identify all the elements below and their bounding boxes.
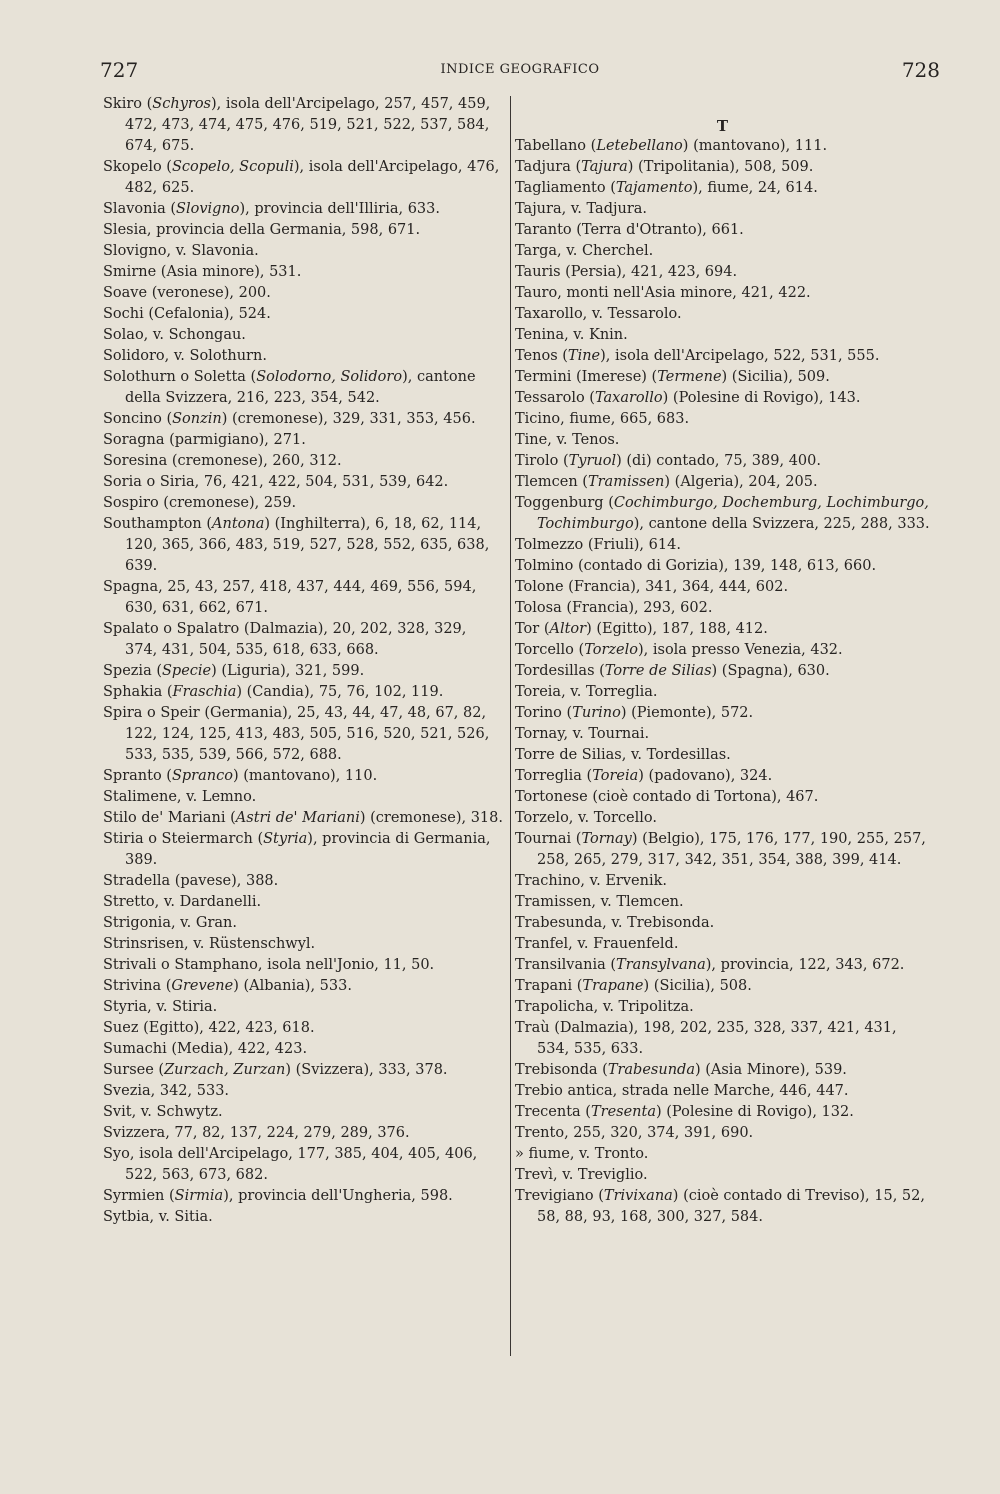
entry-text: ) (Sicilia), 508. [643,978,752,994]
index-entry [103,997,503,1018]
index-entry [515,556,930,577]
entry-text: Svezia, 342, 533. [103,1083,230,1099]
entry-text: Skiro ( [103,96,153,112]
index-entry [515,1018,930,1060]
entry-variant-name: Slovigno [176,201,240,217]
entry-text: Trebio antica, strada nelle Marche, 446, 447. [515,1083,849,1099]
index-entry [103,787,503,808]
entry-text: ), isola presso Venezia, 432. [637,642,843,658]
index-entry [515,304,930,325]
entry-text: ), isola dell'Arcipelago, 257, 457, 459, 472, 473, 474, 475, 476, 519, 521, 522, 537, 584, 674, 675. [125,96,491,154]
index-entry [103,1144,503,1186]
entry-text: Strigonia, v. Gran. [103,915,237,931]
entry-variant-name: Trivixana [603,1188,673,1204]
index-entry [103,766,503,787]
index-entry [103,955,503,976]
left-index-column [103,94,503,1228]
entry-text: Soria o Siria, 76, 421, 422, 504, 531, 539, 642. [103,474,449,490]
index-entry [515,1102,930,1123]
index-entry [515,808,930,829]
index-entry [103,199,503,220]
entry-variant-name: Letebellano [596,138,683,154]
entry-text: Tornay, v. Tournai. [515,726,650,742]
entry-variant-name: Torre de Silias [604,663,712,679]
index-entry [103,409,503,430]
entry-text: ) (Egitto), 187, 188, 412. [586,621,768,637]
index-entry [103,367,503,409]
index-entry [103,892,503,913]
index-entry [103,157,503,199]
entry-text: Torre de Silias, v. Tordesillas. [515,747,731,763]
index-entry [515,997,930,1018]
index-entry [103,472,503,493]
entry-text: Solidoro, v. Solothurn. [103,348,267,364]
index-entry [515,346,930,367]
index-entry [103,430,503,451]
entry-text: Slovigno, v. Slavonia. [103,243,259,259]
entry-variant-name: Tramissen [587,474,665,490]
index-entry [515,787,930,808]
entry-variant-name: Termene [657,369,722,385]
index-entry [515,955,930,976]
entry-text: ), provincia di Germania, 389. [125,831,491,868]
entry-text: Sytbia, v. Sitia. [103,1209,213,1225]
entry-text: Spira o Speir (Germania), 25, 43, 44, 47, 48, 67, 82, 122, 124, 125, 413, 483, 505, 516, 520, 521, 526, 533, 535, 539, 566, 572, 688. [103,705,490,763]
entry-text: Svit, v. Schwytz. [103,1104,223,1120]
entry-text: Tenina, v. Knin. [515,327,628,343]
entry-variant-name: Spranco [171,768,233,784]
entry-text: Solao, v. Schongau. [103,327,246,343]
entry-text: ), isola dell'Arcipelago, 476, 482, 625. [125,159,500,196]
entry-text: Tolosa (Francia), 293, 602. [515,600,713,616]
entry-variant-name: Cochimburgo, Dochemburg, Lochimburgo, Tochimburgo [537,495,929,532]
entry-text: Trapani ( [515,978,583,994]
entry-variant-name: Scopelo, Scopuli [171,159,294,175]
entry-text: Soave (veronese), 200. [103,285,271,301]
index-entry [515,829,930,871]
entry-text: Sospiro (cremonese), 259. [103,495,297,511]
page-header [100,58,940,84]
entry-text: ) (mantovano), 110. [232,768,378,784]
entry-text: Spezia ( [103,663,162,679]
entry-variant-name: Trapane [582,978,644,994]
index-entry [103,262,503,283]
index-entry [103,934,503,955]
entry-text: Stretto, v. Dardanelli. [103,894,262,910]
entry-text: Soragna (parmigiano), 271. [103,432,306,448]
index-entry [515,598,930,619]
entry-text: ), cantone della Svizzera, 225, 288, 333. [633,516,930,532]
entry-text: Svizzera, 77, 82, 137, 224, 279, 289, 376. [103,1125,410,1141]
index-entry [515,976,930,997]
entry-text: ) (Albania), 533. [233,978,352,994]
index-entry [103,451,503,472]
entry-text: Styria, v. Stiria. [103,999,218,1015]
entry-text: Tolmino (contado di Gorizia), 139, 148, 613, 660. [515,558,877,574]
entry-text: Taxarollo, v. Tessarolo. [515,306,682,322]
index-entry [515,367,930,388]
entry-text: Soncino ( [103,411,173,427]
index-entry [103,241,503,262]
index-entry [103,220,503,241]
index-entry [103,1186,503,1207]
entry-text: Trevigiano ( [515,1188,604,1204]
entry-text: ), provincia dell'Ungheria, 598. [223,1188,453,1204]
section-letter: T [716,117,729,135]
index-entry [103,1018,503,1039]
entry-text: Tessarolo ( [515,390,595,406]
column-divider [510,96,511,1356]
entry-variant-name: Astri de' Mariani [235,810,360,826]
index-entry [515,871,930,892]
index-entry [515,451,930,472]
index-entry [515,1081,930,1102]
entry-text: Trabesunda, v. Trebisonda. [515,915,715,931]
index-entry [515,1060,930,1081]
entry-text: Torzelo, v. Torcello. [515,810,657,826]
index-entry [515,199,930,220]
index-entry [515,136,930,157]
entry-text: Southampton ( [103,516,213,532]
index-entry [515,577,930,598]
entry-text: Tolmezzo (Friuli), 614. [515,537,681,553]
entry-text: ) (Svizzera), 333, 378. [285,1062,448,1078]
entry-text: Spalato o Spalatro (Dalmazia), 20, 202, 328, 329, 374, 431, 504, 535, 618, 633, 668. [103,621,467,658]
index-entry [515,1123,930,1144]
index-entry [515,535,930,556]
index-entry [515,619,930,640]
entry-text: ) (Asia Minore), 539. [694,1062,847,1078]
entry-text: Traù (Dalmazia), 198, 202, 235, 328, 337, 421, 431, 534, 535, 633. [515,1020,897,1057]
index-entry [515,934,930,955]
index-entry [103,913,503,934]
entry-variant-name: Tyruol [568,453,617,469]
entry-text: ) (di) contado, 75, 389, 400. [616,453,821,469]
entry-text: ) (Inghilterra), 6, 18, 62, 114, 120, 365, 366, 483, 519, 527, 528, 552, 635, 638, 639. [125,516,490,574]
index-entry [515,682,930,703]
entry-text: Tlemcen ( [515,474,588,490]
entry-text: Trecenta ( [515,1104,591,1120]
entry-text: Strinsrisen, v. Rüstenschwyl. [103,936,316,952]
entry-text: ) (cremonese), 329, 331, 353, 456. [221,411,476,427]
entry-text: ) (Piemonte), 572. [620,705,754,721]
index-entry [103,661,503,682]
index-entry [515,640,930,661]
entry-variant-name: Turino [572,705,621,721]
index-entry [515,178,930,199]
entry-text: Toggenburg ( [515,495,614,511]
index-entry [103,1039,503,1060]
entry-text: Tirolo ( [515,453,569,469]
entry-text: ) (cioè contado di Treviso), 15, 52, 58, 88, 93, 168, 300, 327, 584. [537,1188,925,1225]
entry-text: Torreglia ( [515,768,593,784]
entry-text: Tordesillas ( [515,663,605,679]
entry-variant-name: Tornay [581,831,632,847]
entry-variant-name: Taxarollo [594,390,663,406]
entry-text: Solothurn o Soletta ( [103,369,257,385]
entry-text: Tolone (Francia), 341, 364, 444, 602. [515,579,789,595]
entry-text: ) (Candia), 75, 76, 102, 119. [236,684,444,700]
entry-text: Spranto ( [103,768,172,784]
entry-text: ) (cremonese), 318. [359,810,503,826]
entry-text: Taranto (Terra d'Otranto), 661. [515,222,744,238]
entry-variant-name: Tresenta [590,1104,656,1120]
entry-variant-name: Specie [161,663,212,679]
entry-text: ) (Liguria), 321, 599. [211,663,365,679]
entry-text: Tagliamento ( [515,180,616,196]
entry-variant-name: Solodorno, Solidoro [256,369,403,385]
entry-text: ) (Belgio), 175, 176, 177, 190, 255, 257, 258, 265, 279, 317, 342, 351, 354, 388, 399, 414. [537,831,926,868]
entry-text: Suez (Egitto), 422, 423, 618. [103,1020,315,1036]
entry-text: Trebisonda ( [515,1062,608,1078]
entry-text: ), provincia dell'Illiria, 633. [239,201,440,217]
entry-text: Tournai ( [515,831,582,847]
index-entry [103,1102,503,1123]
entry-variant-name: Transylvana [616,957,706,973]
entry-variant-name: Trabesunda [607,1062,695,1078]
entry-text: Transilvania ( [515,957,617,973]
index-entry [103,808,503,829]
entry-variant-name: Antona [212,516,265,532]
index-entry [515,913,930,934]
entry-variant-name: Tine [567,348,601,364]
entry-text: Spagna, 25, 43, 257, 418, 437, 444, 469, 556, 594, 630, 631, 662, 671. [103,579,477,616]
entry-text: ), isola dell'Arcipelago, 522, 531, 555. [600,348,880,364]
entry-text: Stiria o Steiermarch ( [103,831,264,847]
index-entry [515,703,930,724]
entry-text: ) (Algeria), 204, 205. [664,474,818,490]
entry-text: Trento, 255, 320, 374, 391, 690. [515,1125,754,1141]
entry-text: Soresina (cremonese), 260, 312. [103,453,342,469]
index-entry [515,388,930,409]
index-entry [103,346,503,367]
index-entry [515,1144,930,1165]
entry-text: Slavonia ( [103,201,177,217]
right-page-number: 728 [901,58,940,82]
entry-text: Tenos ( [515,348,568,364]
entry-text: ) (mantovano), 111. [682,138,828,154]
index-entry [515,472,930,493]
entry-variant-name: Styria [263,831,308,847]
entry-text: Sphakia ( [103,684,173,700]
entry-text: Trevì, v. Treviglio. [515,1167,648,1183]
index-entry [103,1060,503,1081]
index-entry [515,1186,930,1228]
entry-text: Tine, v. Tenos. [515,432,620,448]
entry-text: Tranfel, v. Frauenfeld. [515,936,679,952]
index-entry [103,514,503,577]
entry-text: ) (Spagna), 630. [711,663,830,679]
index-entry [103,1123,503,1144]
index-entry [103,976,503,997]
entry-text: Skopelo ( [103,159,172,175]
entry-text: ), fiume, 24, 614. [692,180,818,196]
entry-text: Tadjura ( [515,159,582,175]
entry-variant-name: Grevene [171,978,234,994]
index-entry [103,829,503,871]
entry-text: Syrmien ( [103,1188,175,1204]
index-entry [515,1165,930,1186]
left-page-number: 727 [100,58,139,82]
index-entry [515,220,930,241]
index-entry [103,619,503,661]
entry-variant-name: Altor [549,621,587,637]
entry-text: Ticino, fiume, 665, 683. [515,411,690,427]
index-entry [515,661,930,682]
entry-text: Tor ( [515,621,550,637]
entry-variant-name: Zurzach, Zurzan [164,1062,286,1078]
index-entry [103,493,503,514]
index-entry [103,283,503,304]
entry-text: Stalimene, v. Lemno. [103,789,257,805]
entry-text: Torcello ( [515,642,585,658]
index-entry [515,262,930,283]
index-entry [515,745,930,766]
entry-variant-name: Tajura [581,159,628,175]
index-entry [103,871,503,892]
index-entry [103,577,503,619]
index-entry [103,94,503,157]
entry-text: Stilo de' Mariani ( [103,810,236,826]
entry-text: » fiume, v. Tronto. [515,1146,649,1162]
entry-text: Tramissen, v. Tlemcen. [515,894,684,910]
entry-variant-name: Fraschia [172,684,237,700]
index-entry [515,724,930,745]
index-entry [103,703,503,766]
index-entry [515,892,930,913]
entry-variant-name: Sirmia [174,1188,224,1204]
entry-text: ), cantone della Svizzera, 216, 223, 354, 542. [125,369,476,406]
entry-text: Termini (Imerese) ( [515,369,658,385]
right-index-column [515,94,930,1228]
index-entry [515,430,930,451]
entry-variant-name: Toreia [592,768,639,784]
index-entry [103,1207,503,1228]
index-entry [515,409,930,430]
entry-variant-name: Sonzin [172,411,222,427]
entry-text: Toreia, v. Torreglia. [515,684,658,700]
entry-text: ) (Polesine di Rovigo), 132. [656,1104,854,1120]
entry-text: Tauris (Persia), 421, 423, 694. [515,264,738,280]
index-entry [515,325,930,346]
entry-text: Tajura, v. Tadjura. [515,201,648,217]
entry-text: Tortonese (cioè contado di Tortona), 467. [515,789,819,805]
index-entry [103,1081,503,1102]
entry-text: Strivina ( [103,978,172,994]
entry-text: ) (Sicilia), 509. [721,369,830,385]
entry-text: ), provincia, 122, 343, 672. [705,957,905,973]
entry-text: ) (Tripolitania), 508, 509. [627,159,814,175]
index-entry [103,682,503,703]
index-entry [103,304,503,325]
entry-text: Strivali o Stamphano, isola nell'Jonio, 11, 50. [103,957,435,973]
index-entry [515,283,930,304]
index-entry [103,325,503,346]
entry-text: ) (padovano), 324. [638,768,773,784]
entry-text: ) (Polesine di Rovigo), 143. [662,390,861,406]
entry-text: Sumachi (Media), 422, 423. [103,1041,308,1057]
entry-text: Tabellano ( [515,138,597,154]
entry-text: Syo, isola dell'Arcipelago, 177, 385, 404, 405, 406, 522, 563, 673, 682. [103,1146,478,1183]
entry-text: Smirne (Asia minore), 531. [103,264,302,280]
index-entry [515,157,930,178]
index-entry [515,241,930,262]
index-entry [515,766,930,787]
entry-text: Torino ( [515,705,573,721]
entry-text: Tauro, monti nell'Asia minore, 421, 422. [515,285,811,301]
entry-variant-name: Schyros [152,96,211,112]
index-entry [515,493,930,535]
entry-variant-name: Torzelo [584,642,638,658]
running-title: INDICE GEOGRAFICO [440,62,600,77]
entry-text: Sursee ( [103,1062,165,1078]
entry-text: Trapolicha, v. Tripolitza. [515,999,694,1015]
entry-text: Slesia, provincia della Germania, 598, 671. [103,222,421,238]
entry-text: Sochi (Cefalonia), 524. [103,306,271,322]
entry-text: Stradella (pavese), 388. [103,873,279,889]
entry-variant-name: Tajamento [615,180,693,196]
entry-text: Trachino, v. Ervenik. [515,873,667,889]
entry-text: Targa, v. Cherchel. [515,243,654,259]
